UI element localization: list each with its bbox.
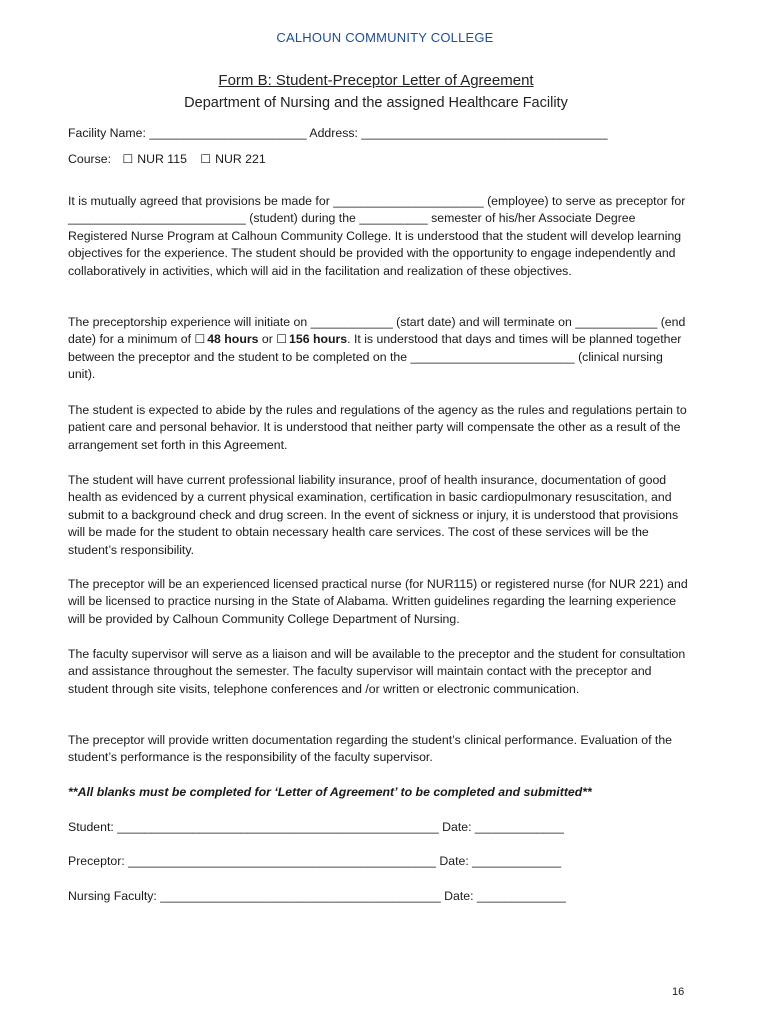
student-signature-field[interactable]: _______________________________________________ [117, 820, 439, 834]
start-date-field[interactable]: ____________ [310, 315, 393, 329]
156-hours-label: 156 hours [289, 332, 348, 347]
student-date-field[interactable]: _____________ [474, 820, 564, 834]
student-label: Student: [68, 820, 114, 834]
semester-field[interactable]: __________ [359, 211, 428, 226]
p1-text-c: (student) during the [245, 211, 360, 226]
p2-text-e: (clinical nursing unit). [68, 349, 663, 382]
college-name: CALHOUN COMMUNITY COLLEGE [276, 30, 494, 45]
student-name-field[interactable]: __________________________ [68, 211, 246, 226]
p2-text-b: (start date) and will terminate on [392, 315, 576, 329]
student-signature-line [68, 820, 564, 834]
faculty-signature-line [68, 889, 566, 903]
facility-label: Facility Name: [68, 126, 146, 140]
faculty-signature-field[interactable]: _________________________________________ [160, 889, 441, 903]
completion-notice: **All blanks must be completed for ‘Letter of Agreement’ to be completed and submitted** [68, 785, 592, 799]
address-field[interactable]: ____________________________________ [361, 126, 608, 140]
preceptor-signature-line [68, 854, 561, 868]
nur221-label: NUR 221 [215, 152, 266, 166]
form-subtitle: Department of Nursing and the assigned Healthcare Facility [184, 95, 568, 111]
p1-text-b: (employee) to serve as preceptor for [483, 194, 686, 208]
page-number: 16 [672, 986, 685, 998]
course-label: Course: [68, 152, 112, 166]
agreement-paragraph-6: The faculty supervisor will serve as a liaison and will be available to the preceptor and the student for consultation and assistance throughout the semester. The faculty supervisor will maintain contact with the preceptor and student through site visits, telephone conferences and /or written or electronic communication. [68, 647, 686, 696]
agreement-paragraph-4: The student will have current professional liability insurance, proof of health insurance, documentation of good health as evidenced by a current physical examination, certification in basic cardiopulmonary resuscitation, and submit to a background check and drug screen. In the event of sickness or injury, it is understood that provisions will be made for the student to obtain necessary health care services. The cost of these services will be the student’s responsibility. [68, 473, 679, 557]
p1-text-d: semester of his/her Associate Degree Registered Nurse Program at Calhoun Community College. It is understood that the student will develop learning objectives for the experience. The student should be provided with the opportunity to engage independently and collaboratively in activities, which will aid in the facilitation and realization of these objectives. [68, 211, 682, 278]
p2-text-a: The preceptorship experience will initiate on [68, 315, 311, 329]
address-label: Address: [309, 126, 358, 140]
form-title: Form B: Student-Preceptor Letter of Agreement [218, 72, 534, 89]
clinical-unit-field[interactable]: ________________________ [410, 349, 575, 364]
date-label: Date: [442, 820, 472, 834]
48-hours-checkbox[interactable]: ☐ [194, 332, 206, 347]
employee-field[interactable]: ______________________ [333, 194, 484, 208]
agreement-paragraph-2 [68, 314, 688, 384]
course-line [68, 152, 266, 166]
p1-text-a: It is mutually agreed that provisions be made for [68, 194, 334, 208]
preceptor-date-field[interactable]: _____________ [472, 854, 562, 868]
nur115-label: NUR 115 [137, 152, 187, 166]
p2-text-d: . It is understood that days and times will be planned together between the preceptor and the student to be completed on the [68, 332, 682, 364]
agreement-paragraph-5: The preceptor will be an experienced licensed practical nurse (for NUR115) or registered nurse (for NUR 221) and will be licensed to practice nursing in the State of Alabama. Written guidelines regarding the learning experience will be provided by Calhoun Community College Department of Nursing. [68, 577, 688, 626]
agreement-paragraph-3: The student is expected to abide by the rules and regulations of the agency as the rules and regulations pertain to patient care and personal behavior. It is understood that neither party will compensate the other as a result of the arrangement set forth in this Agreement. [68, 403, 687, 452]
48-hours-label: 48 hours [207, 332, 259, 347]
date-label: Date: [439, 854, 469, 868]
facility-line [68, 126, 608, 140]
p2-or: or [258, 332, 277, 347]
agreement-paragraph-1 [68, 193, 688, 280]
date-label: Date: [444, 889, 474, 903]
nur221-checkbox[interactable]: ☐ [200, 152, 212, 166]
agreement-paragraph-7: The preceptor will provide written documentation regarding the student’s clinical performance. Evaluation of the student’s performance is the responsibility of the faculty supervisor. [68, 733, 673, 765]
faculty-date-field[interactable]: _____________ [476, 889, 566, 903]
preceptor-label: Preceptor: [68, 854, 125, 868]
156-hours-checkbox[interactable]: ☐ [276, 332, 288, 347]
p2-text-c: (end date) for a minimum of [68, 315, 686, 347]
nur115-checkbox[interactable]: ☐ [122, 152, 134, 166]
facility-name-field[interactable]: _______________________ [149, 126, 307, 140]
faculty-label: Nursing Faculty: [68, 889, 157, 903]
preceptor-signature-field[interactable]: _____________________________________________ [128, 854, 436, 868]
end-date-field[interactable]: ____________ [575, 315, 658, 329]
